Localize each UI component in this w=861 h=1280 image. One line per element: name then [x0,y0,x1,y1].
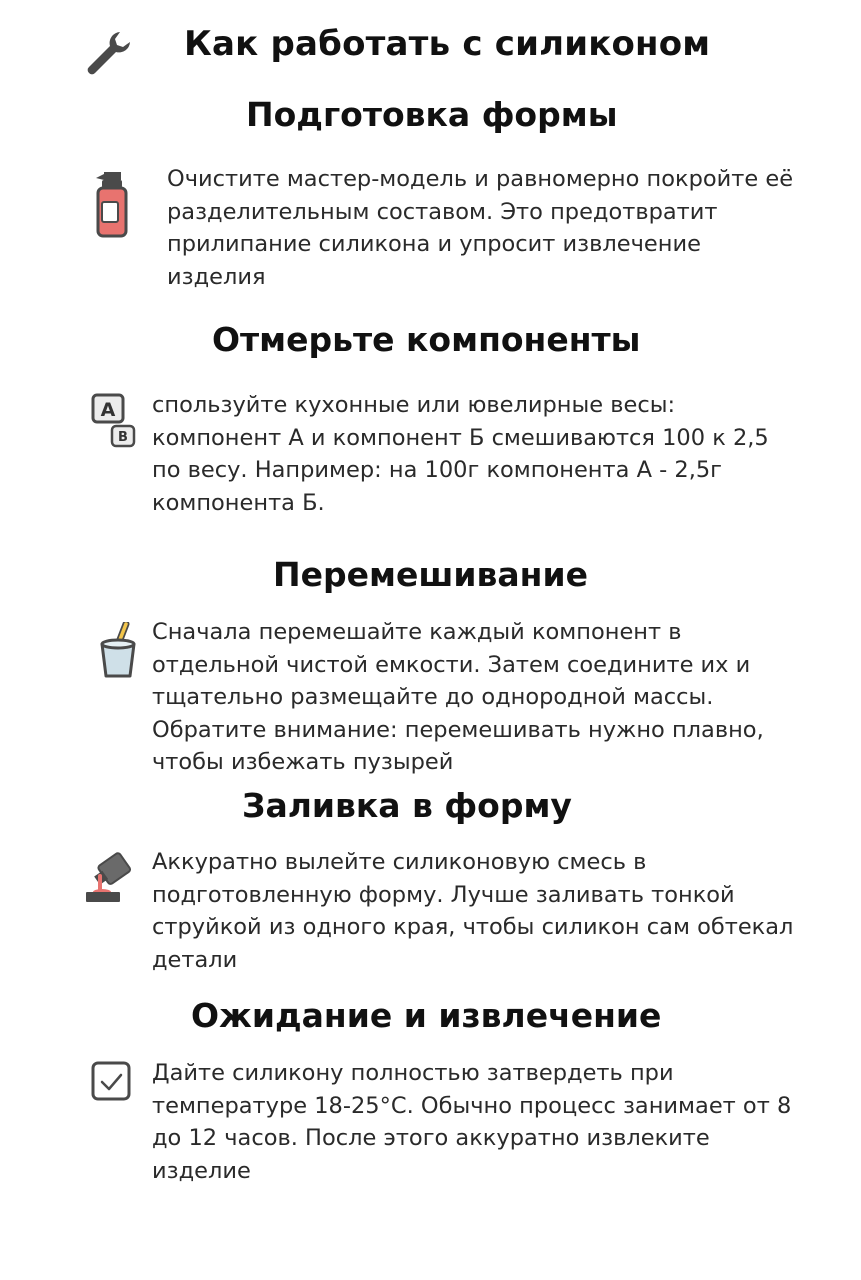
text-line: по весу. Например: на 100г компонента А - 2,5г [152,457,722,483]
text-line: отдельной чистой емкости. Затем соедините их и [152,651,751,678]
text-line: прилипание силикона и упросит извлечение [167,231,701,257]
text-line: струйкой из одного края, чтобы силикон сам обтекал [152,914,794,940]
text-line: компонента Б. [152,489,325,516]
text-line: изделие [152,1157,251,1184]
text-line: Аккуратно вылейте силиконовую смесь в [152,849,647,875]
section-text-measure [152,389,769,519]
section-heading-preparation: Подготовка формы [246,95,618,134]
text-line: чтобы избежать пузырей [152,749,454,775]
section-text-preparation [167,163,793,293]
section-text-mixing [152,616,764,779]
text-line: компонент А и компонент Б смешиваются 100 к 2,5 [152,424,769,451]
section-text-pouring [152,846,793,976]
text-line: Сначала перемешайте каждый компонент в [152,619,682,645]
section-heading-waiting: Ожидание и извлечение [191,996,662,1035]
icon-letter-a: A [100,399,116,421]
text-line: подготовленную форму. Лучше заливать тонкой [152,881,735,908]
text-line: изделия [167,263,266,290]
wrench-icon [84,28,134,78]
text-line: детали [152,946,238,973]
ab-components-icon [90,392,138,450]
text-line: спользуйте кухонные или ювелирные весы: [152,392,676,418]
spray-bottle-icon [90,170,132,240]
text-line: до 12 часов. После этого аккуратно извлеките [152,1125,710,1151]
checkbox-icon [90,1060,134,1104]
text-line: температуре 18-25°С. Обычно процесс занимает от 8 [152,1092,792,1119]
pouring-icon [84,850,136,906]
text-line: Дайте силикону полностью затвердеть при [152,1060,674,1086]
icon-letter-b: B [118,430,128,445]
mixing-cup-icon [98,622,138,680]
text-line: тщательно размещайте до однородной массы. [152,684,714,710]
text-line: Обратите внимание: перемешивать нужно плавно, [152,716,764,743]
section-heading-mixing: Перемешивание [273,555,588,594]
section-heading-pouring: Заливка в форму [242,786,572,825]
page-title: Как работать с силиконом [184,24,711,64]
section-text-waiting [152,1057,791,1187]
text-line: разделительным составом. Это предотвратит [167,198,718,225]
text-line: Очистите мастер-модель и равномерно покройте её [167,166,794,192]
section-heading-measure: Отмерьте компоненты [212,320,641,359]
